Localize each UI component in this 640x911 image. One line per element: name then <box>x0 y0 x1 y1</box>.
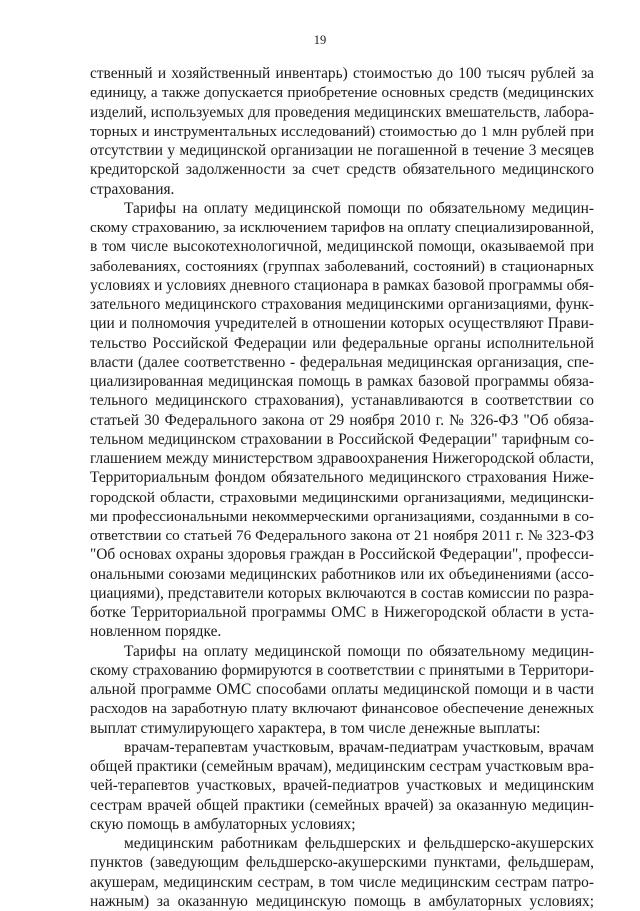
text-line: изделий, используемых для проведения медицинских вмешательств, лабора- <box>90 103 594 121</box>
text-line: единицу, а также допускается приобретение основных средств (медицинских <box>90 84 594 102</box>
text-line: тельном медицинском страховании в Российской Федерации" тарифным со- <box>90 430 594 448</box>
text-line: Тарифы на оплату медицинской помощи по обязательному медицин- <box>124 199 594 217</box>
text-line: в том числе высокотехнологичной, медицинской помощи, оказываемой при <box>90 238 594 256</box>
text-line: скому страхованию формируются в соответствии с принятыми в Территори- <box>90 661 594 679</box>
text-line: сестрам врачей общей практики (семейных врачей) за оказанную медицин- <box>90 796 594 814</box>
text-line: расходов на заработную плату включают финансовое обеспечение денежных <box>90 700 594 718</box>
text-line: городской области, страховыми медицинскими организациями, медицински- <box>90 488 594 506</box>
text-line: статьей 30 Федерального закона от 29 ноября 2010 г. № 326-ФЗ "Об обяза- <box>90 411 594 429</box>
text-line: ми профессиональными некоммерческими организациями, созданными в со- <box>90 507 594 525</box>
text-line: общей практики (семейным врачам), медицинским сестрам участковым вра- <box>90 758 594 775</box>
text-line: заболеваниях, состояниях (группах заболеваний, состояний) в стационарных <box>90 257 594 275</box>
page-number: 19 <box>313 33 327 47</box>
text-line: ственный и хозяйственный инвентарь) стоимостью до 100 тысяч рублей за <box>90 65 594 82</box>
text-line: "Об основах охраны здоровья граждан в Российской Федерации", професси- <box>90 546 594 564</box>
text-line: торных и инструментальных исследований) стоимостью до 1 млн рублей при <box>90 122 594 140</box>
text-line: зательного медицинского страхования медицинскими организациями, функ- <box>90 296 594 313</box>
text-line: кредиторской задолженности за счет средств обязательного медицинского <box>90 161 594 179</box>
text-line: чей-терапевтов участковых, врачей-педиатров участковых и медицинским <box>90 777 594 795</box>
text-line: новленном порядке. <box>90 623 222 641</box>
text-line: ональными союзами медицинских работников или их объединениями (ассо- <box>90 565 594 583</box>
text-line: отсутствии у медицинской организации не погашенной в течение 3 месяцев <box>90 142 594 159</box>
text-line: циализированная медицинская помощь в рамках базовой программы обяза- <box>90 373 594 390</box>
text-line: тельного медицинского страхования), устанавливаются в соответствии со <box>90 392 594 410</box>
text-line: тельство Российской Федерации или федеральные органы исполнительной <box>90 334 594 352</box>
text-line: ции и полномочия учредителей в отношении которых осуществляют Прави- <box>90 315 594 333</box>
text-line: Тарифы на оплату медицинской помощи по обязательному медицин- <box>124 642 594 660</box>
text-line: страхования. <box>90 180 175 198</box>
text-line: акушерам, медицинским сестрам, в том числе медицинским сестрам патро- <box>90 873 594 891</box>
text-line: условиях и условиях дневного стационара в рамках базовой программы обя- <box>90 276 594 294</box>
text-line: ботке Территориальной программы ОМС в Нижегородской области в уста- <box>90 604 594 621</box>
text-line: глашением между министерством здравоохранения Нижегородской области, <box>90 450 594 467</box>
text-line: ответствии со статьей 76 Федерального закона от 21 ноября 2011 г. № 323-ФЗ <box>90 527 594 544</box>
text-line: выплат стимулирующего характера, в том числе денежные выплаты: <box>90 719 541 737</box>
text-line: власти (далее соответственно - федеральная медицинская организация, спе- <box>90 353 594 371</box>
text-line: циациями), представители которых включаются в состав комиссии по разра- <box>90 584 594 602</box>
text-line: Территориальным фондом обязательного медицинского страхования Ниже- <box>90 469 594 487</box>
text-line: скому страхованию, за исключением тарифов на оплату специализированной, <box>90 219 595 236</box>
text-line: скую помощь в амбулаторных условиях; <box>90 815 356 833</box>
text-line: нажным) за оказанную медицинскую помощь в амбулаторных условиях; <box>90 892 594 910</box>
text-line: медицинским работникам фельдшерских и фельдшерско-акушерских <box>124 835 594 852</box>
text-line: альной программе ОМС способами оплаты медицинской помощи и в части <box>90 681 594 698</box>
text-line: врачам-терапевтам участковым, врачам-педиатрам участковым, врачам <box>124 738 594 756</box>
text-line: пунктов (заведующим фельдшерско-акушерскими пунктами, фельдшерам, <box>90 854 594 872</box>
